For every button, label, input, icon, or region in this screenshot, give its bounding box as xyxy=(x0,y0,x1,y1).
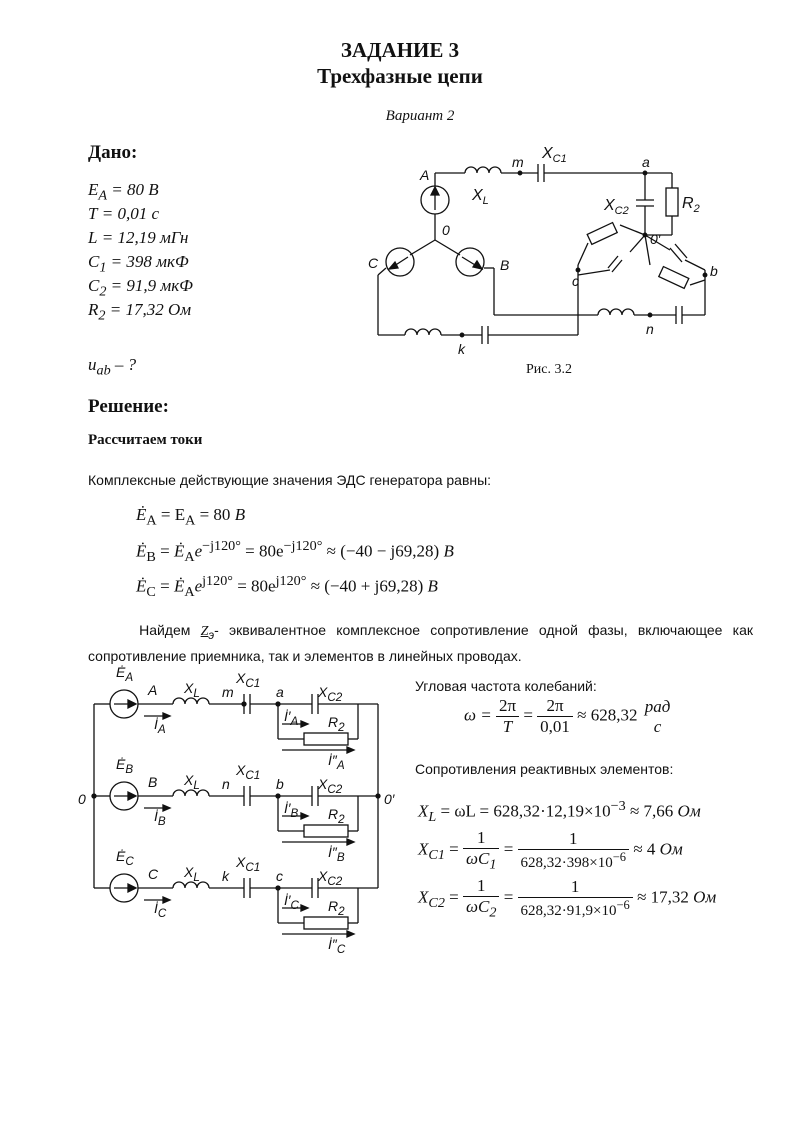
emf-b-equation: $Ė_B$ = $Ė_Ae^{-j120^\circ} = 80e^{-j120^\circ} \approx (-40 - j69,28)$ В xyxy=(136,538,454,566)
source-b xyxy=(456,248,484,276)
unknown-quantity: $u_{ab}$ – ? xyxy=(88,355,137,379)
node-n-label: n xyxy=(222,776,230,792)
r2-label-a: $R_2$ xyxy=(328,714,345,734)
given-item: L = 12,19 мГн xyxy=(88,228,189,247)
current-a-label: $İ_A$ xyxy=(154,716,166,736)
solution-heading: Решение: xyxy=(88,396,169,417)
impedance-paragraph: Найдем $Z_э-$ эквивалентное комплексное сопротивление одной фазы, включающее как сопротивление приемника, так и элементов в линейных проводах. xyxy=(88,622,754,664)
currents-subheading: Рассчитаем токи xyxy=(88,432,203,448)
fig-label-xl: $X_L$ xyxy=(472,187,489,207)
node-b-label: B xyxy=(148,774,158,790)
node-c-junction-label: c xyxy=(276,868,283,884)
xc1-label-c: $X_{C1}$ xyxy=(236,854,261,874)
figure-caption: Рис. 3.2 xyxy=(526,362,572,377)
topic-title: Трехфазные цепи xyxy=(317,64,483,88)
fig-label-m: m xyxy=(512,154,524,170)
emf-intro: Комплексные действующие значения ЭДС генератора равны: xyxy=(88,472,492,488)
fig-label-b-node: b xyxy=(710,263,718,279)
fig-label-a-node: a xyxy=(642,154,650,170)
current-c2-label: $İ''_C$ xyxy=(328,936,346,956)
fig-label-b-source: B xyxy=(500,257,510,273)
xl-label-c: $X_L$ xyxy=(184,864,200,884)
current-b1-label: $İ'_B$ xyxy=(284,800,299,820)
current-b2-label: $İ''_B$ xyxy=(328,844,345,864)
current-c-label: $İ_C$ xyxy=(154,900,167,920)
omega-equation: ω = $\frac{2\pi}{T}$ = $\frac{2\pi}{0,01}$ ≈ 628,32 рад с xyxy=(464,696,671,736)
xl-equation: $X_L = \omega L = 628,32\cdot 12,19\times 10^{-3} \approx 7,66$ Ом xyxy=(418,798,701,826)
xc2-label-c: $X_{C2}$ xyxy=(318,868,343,888)
given-item: $R_2 = 17,32$ Ом xyxy=(88,300,192,324)
current-a2-label: $İ''_A$ xyxy=(328,752,345,772)
fig-label-k: k xyxy=(458,341,465,355)
node-c-label: C xyxy=(148,866,159,882)
xc1-equation: $X_{C1}$ = $\frac{1}{\omega C_1}$ = $\frac{1}{628,32\cdot 398\times 10^{-6}}$ ≈ 4 Ом xyxy=(418,828,683,873)
fig-label-xc1: $X_{C1}$ xyxy=(542,145,567,165)
xc2-label-a: $X_{C2}$ xyxy=(318,684,343,704)
variant-label: Вариант 2 xyxy=(385,108,455,124)
equivalent-circuit-labels xyxy=(78,664,408,970)
fig-label-xc2: $X_{C2}$ xyxy=(604,197,629,217)
emf-a-label: $Ė_A$ xyxy=(116,664,134,684)
fig-label-c-source: C xyxy=(368,255,379,271)
source-c xyxy=(386,248,414,276)
given-list xyxy=(88,180,193,324)
resistor-r2 xyxy=(666,188,678,216)
node-a-label: A xyxy=(148,682,158,698)
emf-b-label: $Ė_B$ xyxy=(116,756,134,776)
node-zero-label: 0 xyxy=(78,791,86,807)
inductor-xl xyxy=(465,167,501,173)
given-item: $E_A = 80$ В xyxy=(88,180,159,204)
node-k-label: k xyxy=(222,868,229,884)
fig-label-c-node: c xyxy=(572,273,579,289)
r2-label-b: $R_2$ xyxy=(328,806,345,826)
given-item: T = 0,01 с xyxy=(88,204,159,223)
emf-c-equation: $Ė_C$ = $Ė_Ae^{j120^\circ} = 80e^{j120^\circ} \approx (-40 + j69,28)$ В xyxy=(136,573,438,601)
emf-c-label: $Ė_C$ xyxy=(116,848,134,868)
given-heading: Дано: xyxy=(88,142,138,163)
xl-label-b: $X_L$ xyxy=(184,772,200,792)
xc1-label-a: $X_{C1}$ xyxy=(236,670,261,690)
xc2-label-b: $X_{C2}$ xyxy=(318,776,343,796)
xc1-label-b: $X_{C1}$ xyxy=(236,762,261,782)
emf-a-equation: $Ė_A = E_A = 80$ В xyxy=(136,505,246,529)
node-m-label: m xyxy=(222,684,234,700)
fig-label-zero-prime: 0′ xyxy=(650,231,661,247)
task-title: ЗАДАНИЕ 3 xyxy=(340,38,460,62)
node-zero-prime-label: 0′ xyxy=(384,791,395,807)
fig-label-n: n xyxy=(646,321,654,337)
fig-label-a: A xyxy=(420,167,430,183)
reactive-heading: Сопротивления реактивных элементов: xyxy=(415,761,674,777)
node-b-junction-label: b xyxy=(276,776,284,792)
circuit-figure-3-2 xyxy=(360,140,730,355)
node-a-junction-label: a xyxy=(276,684,284,700)
omega-heading: Угловая частота колебаний: xyxy=(415,678,597,694)
current-b-label: $İ_B$ xyxy=(154,808,166,828)
current-a1-label: $İ'_A$ xyxy=(284,708,299,728)
fig-label-zero: 0 xyxy=(442,222,450,238)
source-a xyxy=(421,186,449,214)
current-c1-label: $İ'_C$ xyxy=(284,892,299,912)
fig-label-r2: $R_2$ xyxy=(682,195,700,215)
r2-label-c: $R_2$ xyxy=(328,898,345,918)
xl-label-a: $X_L$ xyxy=(184,680,200,700)
xc2-equation: $X_{C2}$ = $\frac{1}{\omega C_2}$ = $\frac{1}{628,32\cdot 91,9\times 10^{-6}}$ ≈ 17,32 Ом xyxy=(418,876,717,921)
given-item: $C_2 = 91,9$ мкФ xyxy=(88,276,193,300)
given-item: $C_1 = 398$ мкФ xyxy=(88,252,189,276)
